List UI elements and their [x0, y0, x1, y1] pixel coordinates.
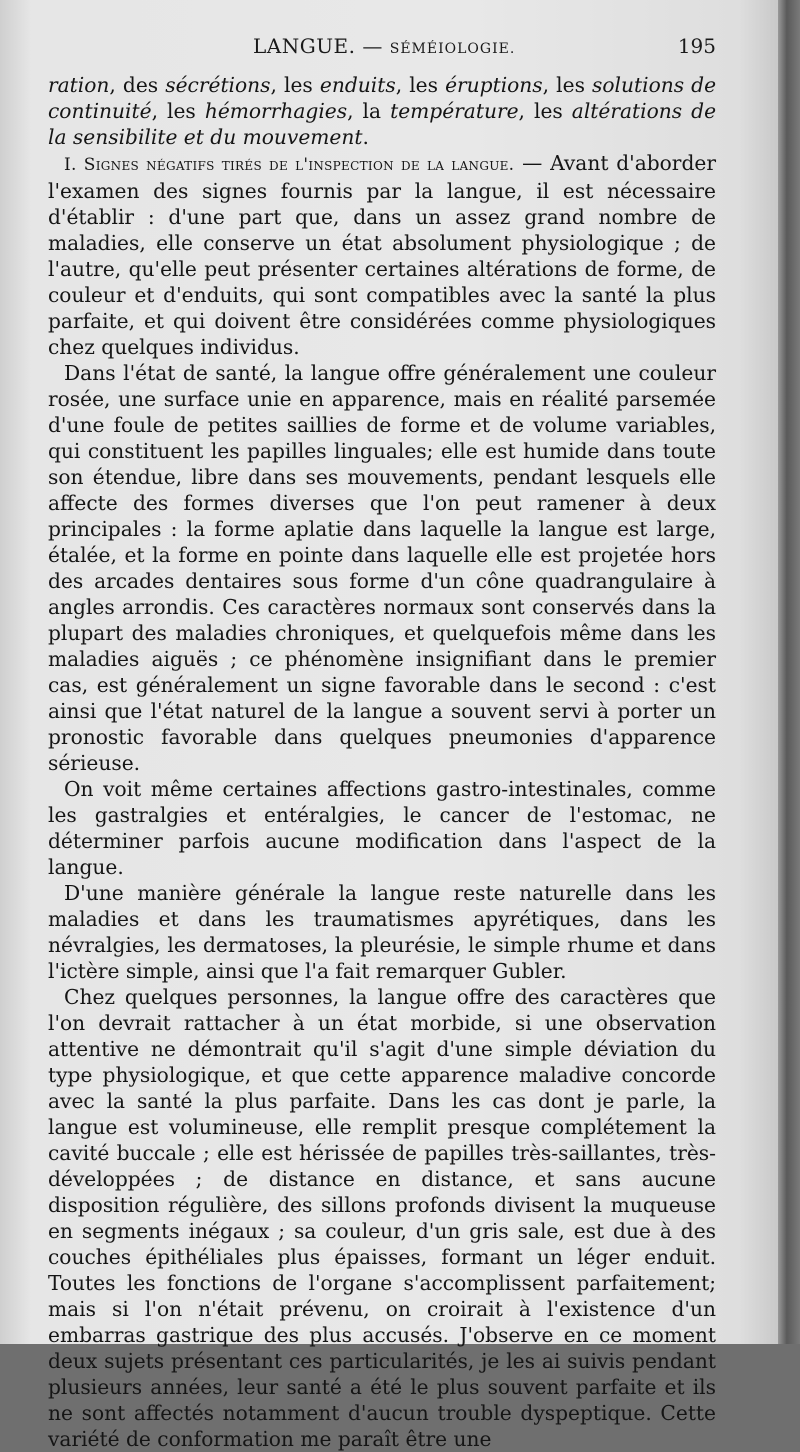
body-text — [48, 72, 716, 1452]
paragraph-6: Chez quelques personnes, la langue offre des caractères que l'on devrait rattacher à un état morbide, si une observation attentive ne démontrait qu'il s'agit d'une simple déviation du type physiologique, et que cette apparence maladive concorde avec la santé la plus parfaite. Dans les cas dont je parle, la langue est volumineuse, elle remplit presque complétement la cavité buccale ; elle est hérissée de papilles très-saillantes, très-développées ; de distance en distance, et sans aucune disposition régulière, des sillons profonds divisent la muqueuse en segments inégaux ; sa couleur, d'un gris sale, est due à des couches épithéliales plus épaisses, formant un léger enduit. Toutes les fonctions de l'organe s'accomplissent parfaitement; mais si l'on n'était prévenu, on croirait à l'existence d'un embarras gastrique des plus accusés. J'observe en ce moment deux sujets présentant ces particularités, je les ai suivis pendant plusieurs années, leur santé a été le plus souvent parfaite et ils ne sont affectés notamment d'aucun trouble dyspeptique. Cette variété de conformation me paraît être une — [48, 985, 716, 1451]
paragraph-1 — [48, 72, 716, 150]
section-heading: I. Signes négatifs tirés de l'inspection de la langue. — [64, 155, 515, 175]
page-number: 195 — [677, 34, 716, 58]
text-run: , les — [518, 99, 572, 123]
italic-term: hémorrhagies — [204, 99, 348, 123]
text-run: , la — [347, 99, 391, 123]
italic-term: enduits — [319, 73, 396, 97]
text-run: , les — [151, 99, 205, 123]
text-run: . — [362, 125, 369, 149]
running-header — [48, 34, 716, 64]
text-run: , les — [395, 73, 446, 97]
italic-term: sécrétions — [165, 73, 271, 97]
italic-term: température — [390, 99, 519, 123]
running-title-sub: SÉMÉIOLOGIE. — [389, 41, 516, 57]
italic-term: éruptions — [445, 73, 543, 97]
paragraph-4: On voit même certaines affections gastro-intestinales, comme les gastralgies et entéralgies, le cancer de l'estomac, ne déterminer parfois aucune modification dans l'aspect de la langue. — [48, 777, 716, 879]
italic-term: ration — [48, 73, 110, 97]
text-run: , les — [542, 73, 593, 97]
running-title-main: LANGUE. — — [253, 34, 390, 58]
italic-term: solutions de continuité — [48, 73, 717, 123]
paragraph-5: D'une manière générale la langue reste naturelle dans les maladies et dans les traumatismes apyrétiques, dans les névralgies, les dermatoses, la pleurésie, le simple rhume et dans l'ictère simple, ainsi que l'a fait remarquer Gubler. — [48, 881, 716, 983]
running-title — [253, 34, 515, 58]
paragraph-3: Dans l'état de santé, la langue offre généralement une couleur rosée, une surface unie en apparence, mais en réalité parsemée d'une foule de petites saillies de forme et de volume variables, qui constituent les papilles linguales; elle est humide dans toute son étendue, libre dans ses mouvements, pendant lesquels elle affecte des formes diverses que l'on peut ramener à deux principales : la forme aplatie dans laquelle la langue est large, étalée, et la forme en pointe dans laquelle elle est projetée hors des arcades dentaires sous forme d'un cône quadrangulaire à angles arrondis. Ces caractères normaux sont conservés dans la plupart des maladies chroniques, et quelquefois même dans les maladies aiguës ; ce phénomène insignifiant dans le premier cas, est généralement un signe favorable dans le second : c'est ainsi que l'état naturel de la langue a souvent servi à porter un pronostic favorable dans quelques pneumonies d'apparence sérieuse. — [48, 361, 716, 775]
paragraph-2 — [48, 150, 716, 360]
paragraph-2-body: — Avant d'aborder l'examen des signes fournis par la langue, il est nécessaire d'établir : d'une part que, dans un assez grand nombre de maladies, elle conserve un état absolument physiologique ; de l'autre, qu'elle peut présenter certaines altérations de forme, de couleur et d'enduits, qui sont compatibles avec la santé la plus parfaite, et qui doivent être considérées comme physiologiques chez quelques individus. — [48, 151, 716, 359]
text-run: , les — [270, 73, 320, 97]
italic-term: altérations de la sensibilite et du mouvement — [48, 99, 717, 149]
book-page-edge — [778, 0, 800, 1344]
text-run: , des — [109, 73, 166, 97]
